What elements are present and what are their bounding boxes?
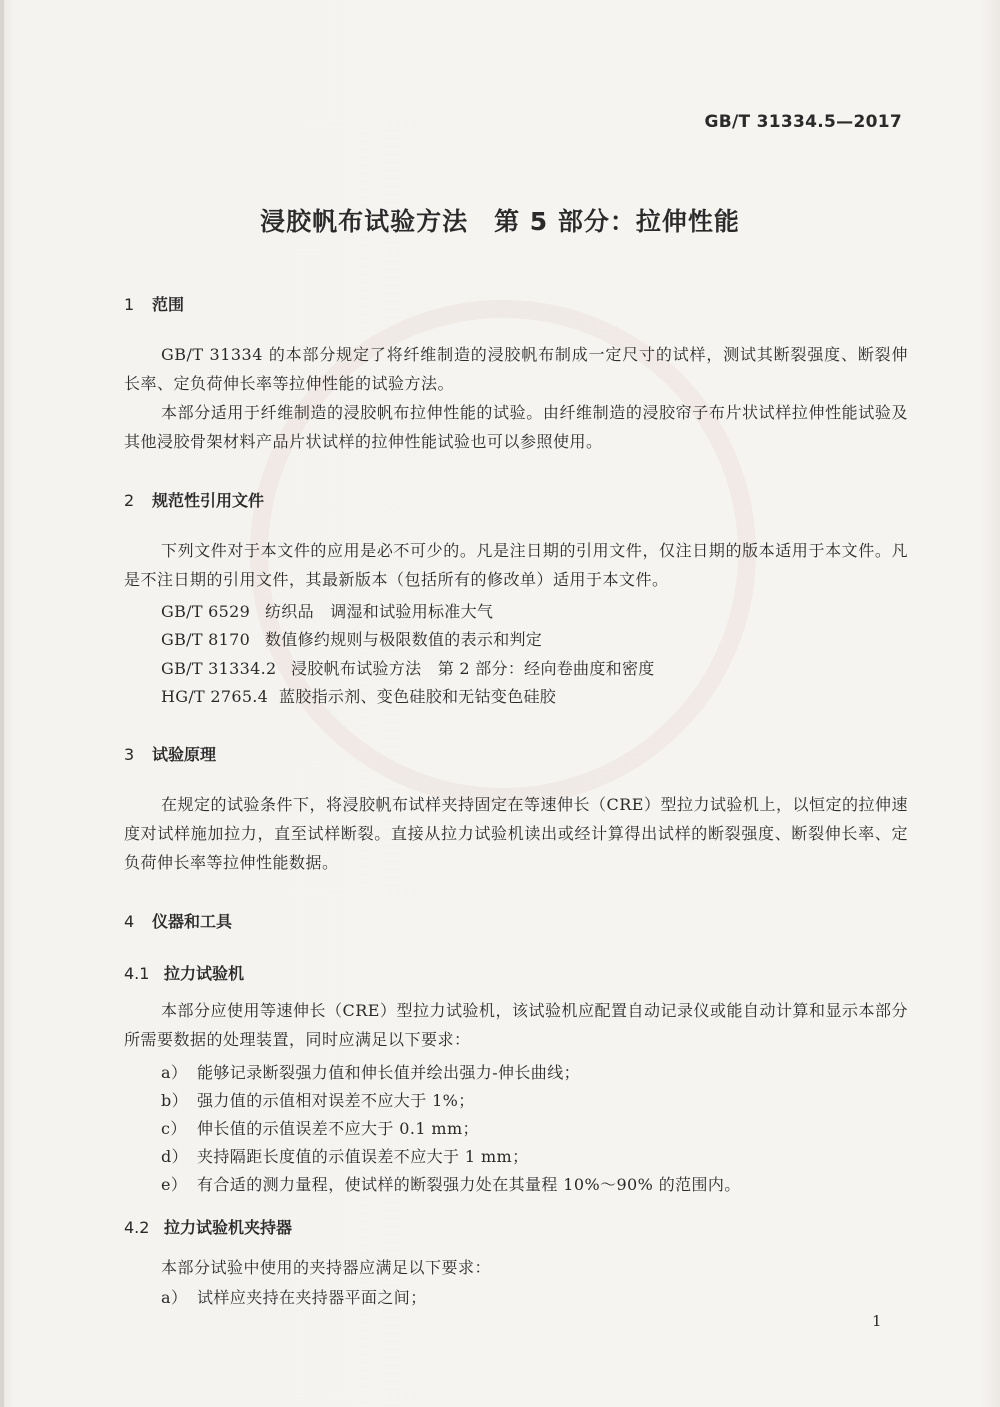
reference-item: HG/T 2765.4 蓝胶指示剂、变色硅胶和无钴变色硅胶 bbox=[161, 687, 557, 706]
requirement-item: e） 有合适的测力量程，使试样的断裂强力处在其量程 10%～90% 的范围内。 bbox=[161, 1175, 741, 1194]
section-1-paragraph-1: GB/T 31334 的本部分规定了将纤维制造的浸胶帆布制成一定尺寸的试样，测试其断裂强度、断裂伸长率、定负荷伸长率等拉伸性能的试验方法。 bbox=[124, 345, 908, 393]
section-4-2-heading: 4.2 拉力试验机夹持器 bbox=[124, 1218, 293, 1237]
section-4-2-paragraph-1: 本部分试验中使用的夹持器应满足以下要求： bbox=[161, 1258, 492, 1277]
section-3-heading: 3 试验原理 bbox=[124, 745, 217, 764]
requirement-item: a） 试样应夹持在夹持器平面之间； bbox=[161, 1288, 427, 1307]
section-3-paragraph-1: 在规定的试验条件下，将浸胶帆布试样夹持固定在等速伸长（CRE）型拉力试验机上，以恒定的拉伸速度对试样施加拉力，直至试样断裂。直接从拉力试验机读出或经计算得出试样的断裂强度、断裂伸长率、定负荷伸长率等拉伸性能数据。 bbox=[124, 795, 908, 872]
title-part2: 第 5 部分：拉伸性能 bbox=[494, 207, 740, 236]
standard-code: GB/T 31334.5—2017 bbox=[704, 112, 902, 132]
requirement-item: c） 伸长值的示值误差不应大于 0.1 mm； bbox=[161, 1119, 479, 1138]
reference-item: GB/T 8170 数值修约规则与极限数值的表示和判定 bbox=[161, 630, 543, 649]
reference-item: GB/T 6529 纺织品 调湿和试验用标准大气 bbox=[161, 602, 494, 621]
title-part1: 浸胶帆布试验方法 bbox=[260, 207, 469, 236]
section-2-paragraph-1: 下列文件对于本文件的应用是必不可少的。凡是注日期的引用文件，仅注日期的版本适用于本文件。凡是不注日期的引用文件，其最新版本（包括所有的修改单）适用于本文件。 bbox=[124, 541, 908, 589]
section-4-1-heading: 4.1 拉力试验机 bbox=[124, 964, 245, 983]
section-4-1-paragraph-1: 本部分应使用等速伸长（CRE）型拉力试验机，该试验机应配置自动记录仪或能自动计算和显示本部分所需要数据的处理装置，同时应满足以下要求： bbox=[124, 1001, 908, 1049]
requirement-item: d） 夹持隔距长度值的示值误差不应大于 1 mm； bbox=[161, 1147, 529, 1166]
requirement-item: b） 强力值的示值相对误差不应大于 1%； bbox=[161, 1091, 475, 1110]
document-title bbox=[0, 202, 1000, 238]
section-4-heading: 4 仪器和工具 bbox=[124, 912, 233, 931]
section-1-heading: 1 范围 bbox=[124, 295, 185, 314]
section-1-paragraph-2: 本部分适用于纤维制造的浸胶帆布拉伸性能的试验。由纤维制造的浸胶帘子布片状试样拉伸性能试验及其他浸胶骨架材料产品片状试样的拉伸性能试验也可以参照使用。 bbox=[124, 403, 908, 451]
requirement-item: a） 能够记录断裂强力值和伸长值并绘出强力-伸长曲线； bbox=[161, 1063, 581, 1082]
section-2-heading: 2 规范性引用文件 bbox=[124, 491, 265, 510]
page-number: 1 bbox=[872, 1312, 882, 1330]
reference-item: GB/T 31334.2 浸胶帆布试验方法 第 2 部分：经向卷曲度和密度 bbox=[161, 659, 655, 678]
